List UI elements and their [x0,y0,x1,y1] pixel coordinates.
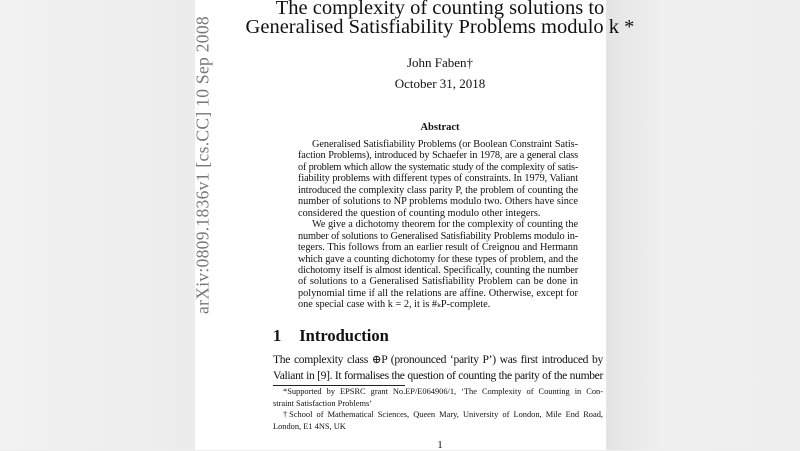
title-line-2: Generalised Satisfiability Problems modulo k * [245,16,635,38]
footnote-line: †School of Mathematical Sciences, Queen Mary, University of London, Mile End Road, [283,410,603,420]
viewer-background-left [0,0,195,450]
abstract-body [298,139,578,311]
footnote-line: London, E1 4NS, UK [273,421,346,431]
abstract-line: tegers. This follows from an earlier result of Creignou and Hermann [298,242,578,254]
abstract-line: dichotomy itself is almost identical. Specifically, counting the number [298,264,578,276]
page-number: 1 [437,439,443,451]
abstract-line: of problem which allow the systematic study of the complexity of satis- [298,161,578,173]
abstract-line: Generalised Satisfiability Problems (or Boolean Constraint Satis- [312,139,578,150]
body-line: Valiant in [9]. It formalises the question of counting the parity of the number [273,369,603,382]
abstract-line: polynomial time if all the relations are affine. Otherwise, except for [298,287,578,299]
abstract-line: introduced the complexity class parity P, the problem of counting the [298,184,578,196]
abstract-line: number of solutions to NP problems modulo two. Others have since [298,196,578,208]
abstract-line: one special case with k = 2, it is #ₖP-complete. [298,299,491,311]
abstract-line: We give a dichotomy theorem for the complexity of counting the [312,219,578,231]
section-title: Introduction [299,326,389,345]
body-line: The complexity class ⊕P (pronounced ‘parity P’) was first introduced by [273,353,603,366]
title-line-1: The complexity of counting solutions to [275,0,605,19]
abstract-heading: Abstract [420,122,460,133]
section-heading [273,326,389,346]
body-text [273,352,603,384]
footnotes [273,386,603,432]
abstract-line: fiability problems with different types of constraints. In 1979, Valiant [298,173,578,185]
author: John Faben† [406,55,474,70]
abstract-line: considered the question of counting modulo other integers. [298,207,541,219]
abstract-line: of solutions to a Generalised Satisfiability Problem can be done in [298,276,578,288]
date: October 31, 2018 [394,76,486,91]
arxiv-identifier: arXiv:0809.1836v1 [cs.CC] 10 Sep 2008 [192,16,213,314]
footnote-line: *Supported by EPSRC grant No.EP/E064906/1, ‘The Complexity of Counting in Con- [283,387,603,396]
section-number: 1 [273,326,282,345]
abstract-line: number of solutions to Generalised Satisfiability Problems modulo in- [298,230,578,242]
footnote-line: straint Satisfaction Problems’ [273,398,373,408]
abstract-line: which gave a counting dichotomy for these types of problem, and the [298,253,578,265]
abstract-line: faction Problems), introduced by Schaefer in 1978, are a general class [298,150,578,162]
